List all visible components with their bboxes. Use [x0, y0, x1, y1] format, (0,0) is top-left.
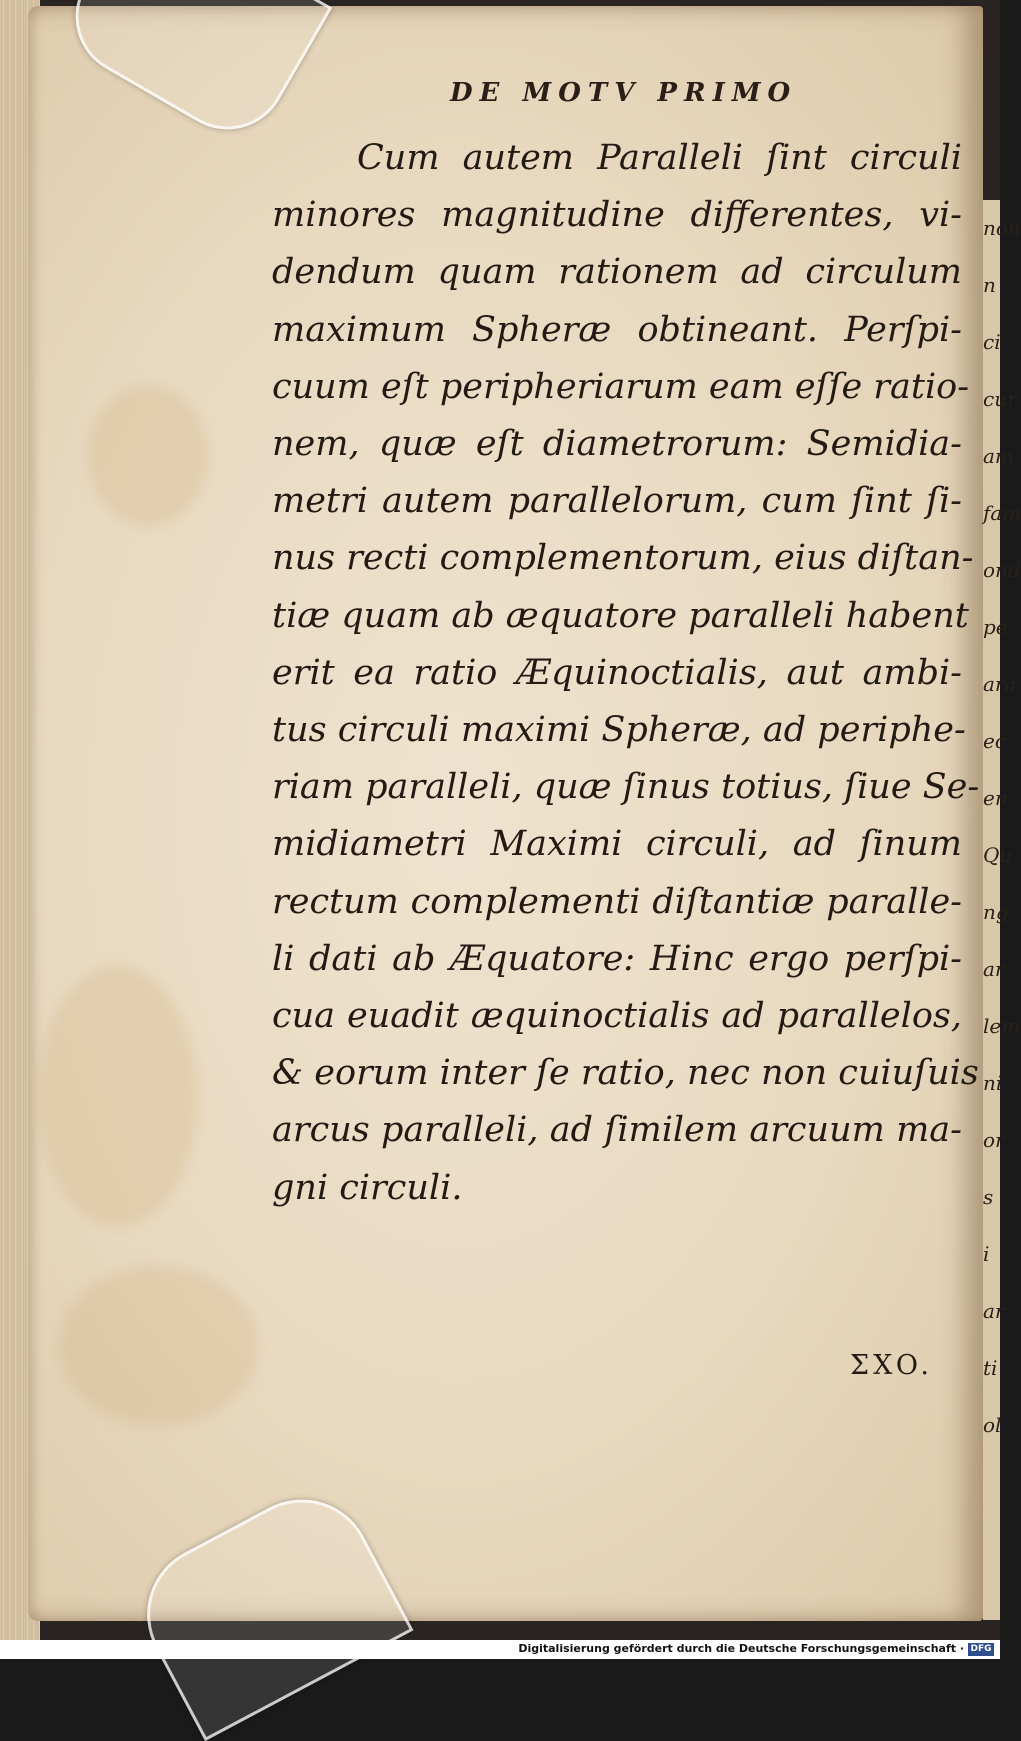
footer-credit: Digitalisierung gefördert durch die Deutsche Forschungsgemeinschaft · — [518, 1642, 964, 1655]
adjacent-page-fragment: pe — [983, 615, 1008, 639]
text-line: metri autem parallelorum, cum ſint ſi- — [272, 481, 962, 522]
dfg-logo: DFG — [968, 1643, 994, 1656]
adjacent-page-fragment: ond — [983, 558, 1021, 582]
text-line: cuum eſt peripheriarum eam eſſe ratio- — [272, 366, 970, 407]
adjacent-page-fragment: ol — [983, 1413, 1002, 1437]
adjacent-page-fragment: ci — [983, 330, 1001, 354]
adjacent-page-fragment: i — [983, 1242, 990, 1266]
text-line: minores magnitudine differentes, vi- — [272, 195, 962, 236]
adjacent-page-fragment: am — [983, 444, 1014, 468]
text-line: erit ea ratio Æquinoctialis, aut ambi- — [272, 652, 962, 693]
adjacent-page-fragment: ti — [983, 1356, 998, 1380]
text-line: & eorum inter ſe ratio, nec non cuiuſuis — [272, 1053, 979, 1094]
running-head: DE MOTV PRIMO — [450, 78, 798, 108]
water-stain — [38, 966, 198, 1226]
text-line: riam paralleli, quæ ſinus totius, ſiue Se- — [272, 767, 980, 808]
text-line: dendum quam rationem ad circulum — [272, 252, 962, 293]
adjacent-page-fragment: cur — [983, 387, 1017, 411]
text-line: cua euadit æquinoctialis ad parallelos, — [272, 996, 962, 1037]
text-line: nem, quæ eſt diametrorum: Semidia- — [272, 424, 962, 465]
signature-mark: ΣXO. — [850, 1350, 933, 1381]
text-line: tiæ quam ab æquatore paralleli habent — [272, 595, 969, 636]
body-text — [272, 130, 980, 1217]
text-line: arcus paralleli, ad ſimilem arcuum ma- — [272, 1110, 962, 1151]
adjacent-page-fragment: fam — [983, 501, 1021, 525]
adjacent-page-edge — [983, 200, 1021, 1620]
adjacent-page-fragment: non — [983, 216, 1021, 240]
text-line: maximum Spheræ obtineant. Perſpi- — [272, 309, 962, 350]
adjacent-page-fragment: ng — [983, 900, 1009, 924]
footer-bar — [0, 1640, 1000, 1659]
text-line: Cum autem Paralleli ſint circuli — [357, 138, 962, 178]
water-stain — [88, 386, 208, 526]
text-line: midiametri Maximi circuli, ad ſinum — [272, 824, 962, 865]
adjacent-page-fragment: ar — [983, 1299, 1005, 1323]
adjacent-page-fragment: lem — [983, 1014, 1021, 1038]
adjacent-page-fragment: ar — [983, 957, 1005, 981]
adjacent-page-fragment: ara — [983, 672, 1017, 696]
adjacent-page-fragment: n — [983, 273, 996, 297]
water-stain — [58, 1266, 258, 1426]
adjacent-page-fragment: s — [983, 1185, 994, 1209]
text-line: gni circuli. — [272, 1167, 463, 1208]
text-line: tus circuli maximi Spheræ, ad periphe- — [272, 710, 966, 751]
adjacent-page-fragment: en — [983, 786, 1008, 810]
text-line: li dati ab Æquatore: Hinc ergo perſpi- — [272, 938, 962, 979]
adjacent-page-fragment: ni — [983, 1071, 1003, 1095]
adjacent-page-fragment: ec — [983, 729, 1007, 753]
adjacent-page-fragment: or — [983, 1128, 1005, 1152]
text-line: nus recti complementorum, eius diſtan- — [272, 538, 974, 579]
adjacent-page-fragment: Qu — [983, 843, 1013, 867]
text-line: rectum complementi diſtantiæ paralle- — [272, 881, 962, 922]
